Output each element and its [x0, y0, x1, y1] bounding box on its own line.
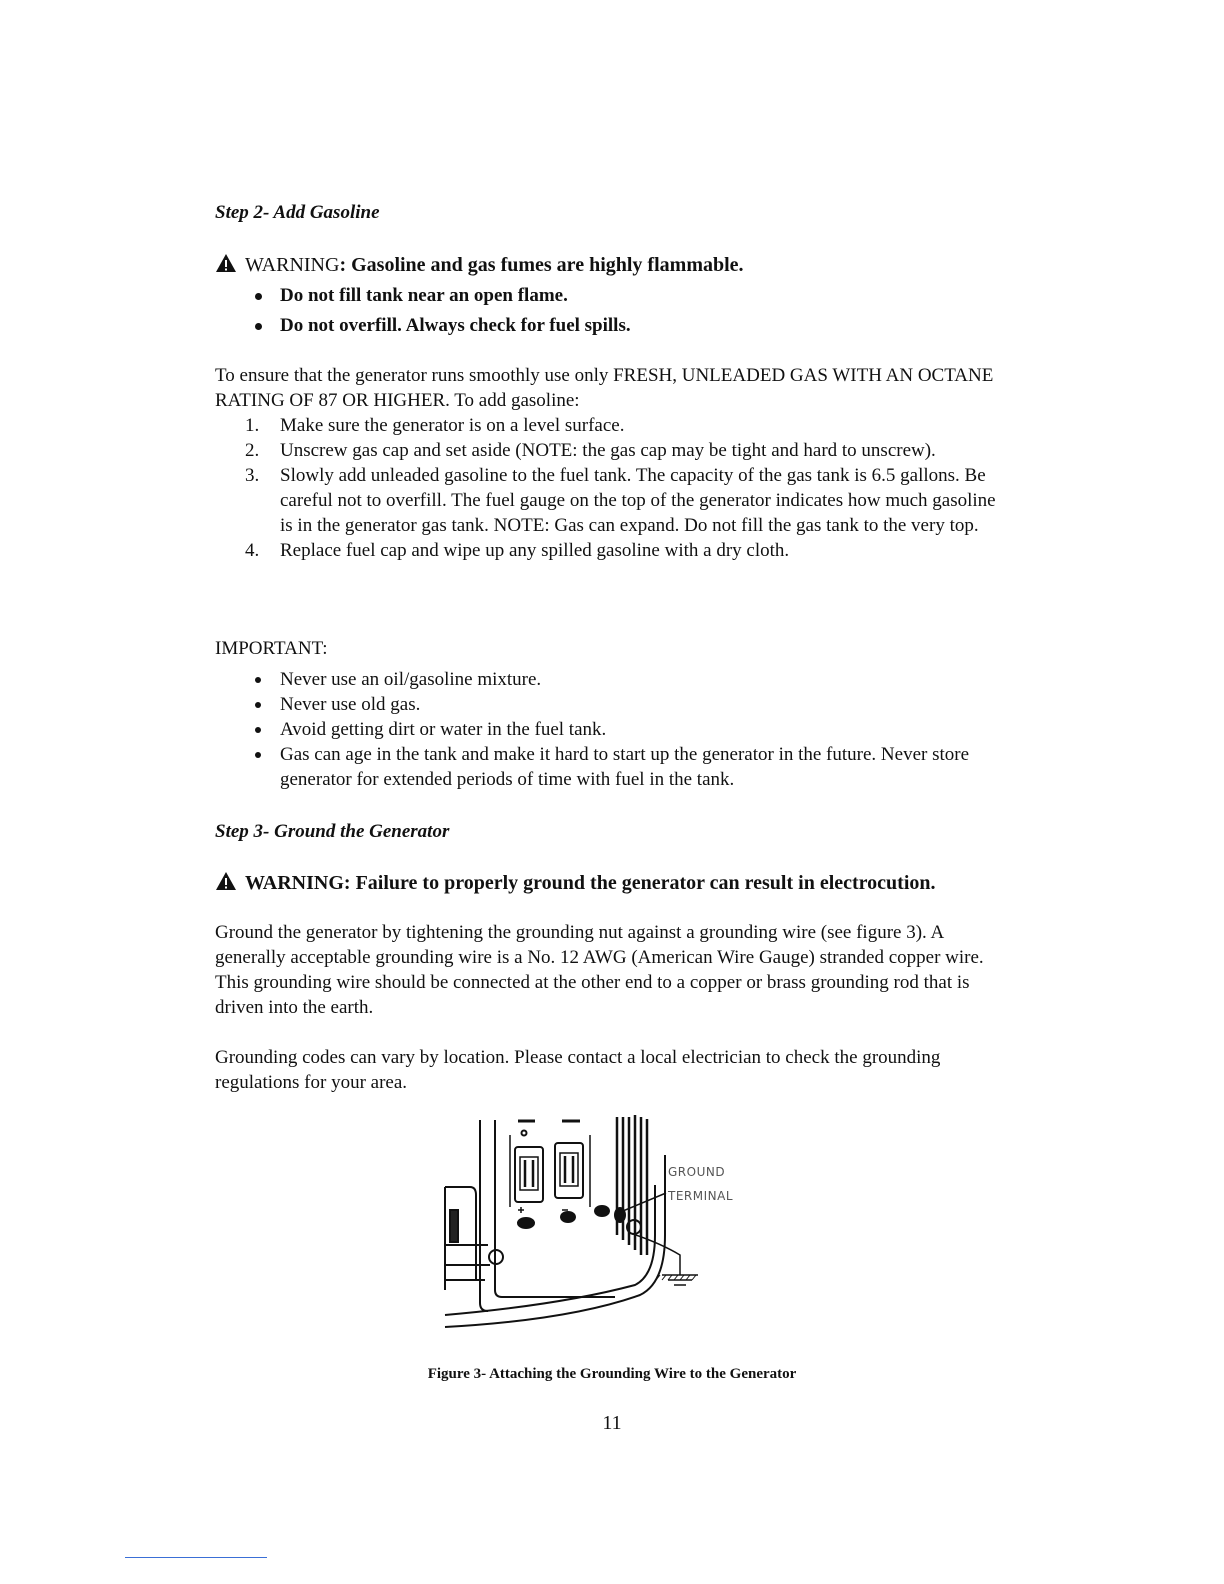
important-label: IMPORTANT: — [215, 638, 328, 659]
list-item: Avoid getting dirt or water in the fuel tank. — [255, 717, 1015, 742]
ground-terminal-label-line2: TERMINAL — [668, 1189, 734, 1203]
warning-triangle-icon — [215, 871, 237, 891]
list-item: Gas can age in the tank and make it hard to start up the generator in the future. Never store generator for extended periods of time with fuel in the tank. — [255, 742, 1015, 792]
figure-caption: Figure 3- Attaching the Grounding Wire to the Generator — [427, 1366, 797, 1382]
list-item: 4. Replace fuel cap and wipe up any spilled gasoline with a dry cloth. — [245, 540, 790, 561]
list-item: 1. Make sure the generator is on a level surface. — [245, 415, 625, 436]
list-item: 2. Unscrew gas cap and set aside (NOTE: the gas cap may be tight and hard to unscrew). — [245, 440, 936, 461]
warning-bullet-list — [255, 281, 631, 341]
ground-terminal-label-line1: GROUND — [668, 1165, 726, 1179]
warning-label: WARNING — [245, 872, 344, 894]
list-item: 3. Slowly add unleaded gasoline to the fuel tank. The capacity of the gas tank is 6.5 gallons. Be careful not to overfill. The fuel gauge on the top of the generator indicates how much gasoline is in the generator gas tank. NOTE: Gas can expand. Do not fill the gas tank to the very top. — [245, 465, 996, 536]
important-list — [255, 667, 1015, 792]
list-item: Never use an oil/gasoline mixture. — [255, 667, 1015, 692]
gasoline-steps-list — [245, 413, 1010, 563]
list-item: Do not overfill. Always check for fuel spills. — [255, 311, 631, 341]
warning-text: : Failure to properly ground the generator can result in electrocution. — [343, 872, 936, 894]
step2-warning — [215, 253, 744, 277]
page-number: 11 — [602, 1412, 622, 1434]
grounding-codes-paragraph: Grounding codes can vary by location. Please contact a local electrician to check the grounding regulations for your area. — [215, 1047, 941, 1093]
step2-title: Step 2- Add Gasoline — [215, 202, 380, 223]
step3-warning — [215, 871, 936, 895]
warning-label: WARNING — [245, 254, 340, 276]
grounding-paragraph: Ground the generator by tightening the grounding nut against a grounding wire (see figure 3). A generally acceptable grounding wire is a No. 12 AWG (American Wire Gauge) stranded copper wire. This grounding wire should be connected at the other end to a copper or brass grounding rod that is driven into the earth. — [215, 922, 984, 1018]
list-item: Do not fill tank near an open flame. — [255, 281, 631, 311]
warning-text: : Gasoline and gas fumes are highly flammable. — [339, 254, 744, 276]
footer-divider — [125, 1557, 267, 1558]
step3-title: Step 3- Ground the Generator — [215, 821, 450, 842]
list-item: Never use old gas. — [255, 692, 1015, 717]
grounding-figure-illustration — [440, 1115, 770, 1335]
warning-triangle-icon — [215, 253, 237, 273]
gasoline-intro: To ensure that the generator runs smoothly use only FRESH, UNLEADED GAS WITH AN OCTANE RATING OF 87 OR HIGHER. To add gasoline: — [215, 365, 994, 411]
